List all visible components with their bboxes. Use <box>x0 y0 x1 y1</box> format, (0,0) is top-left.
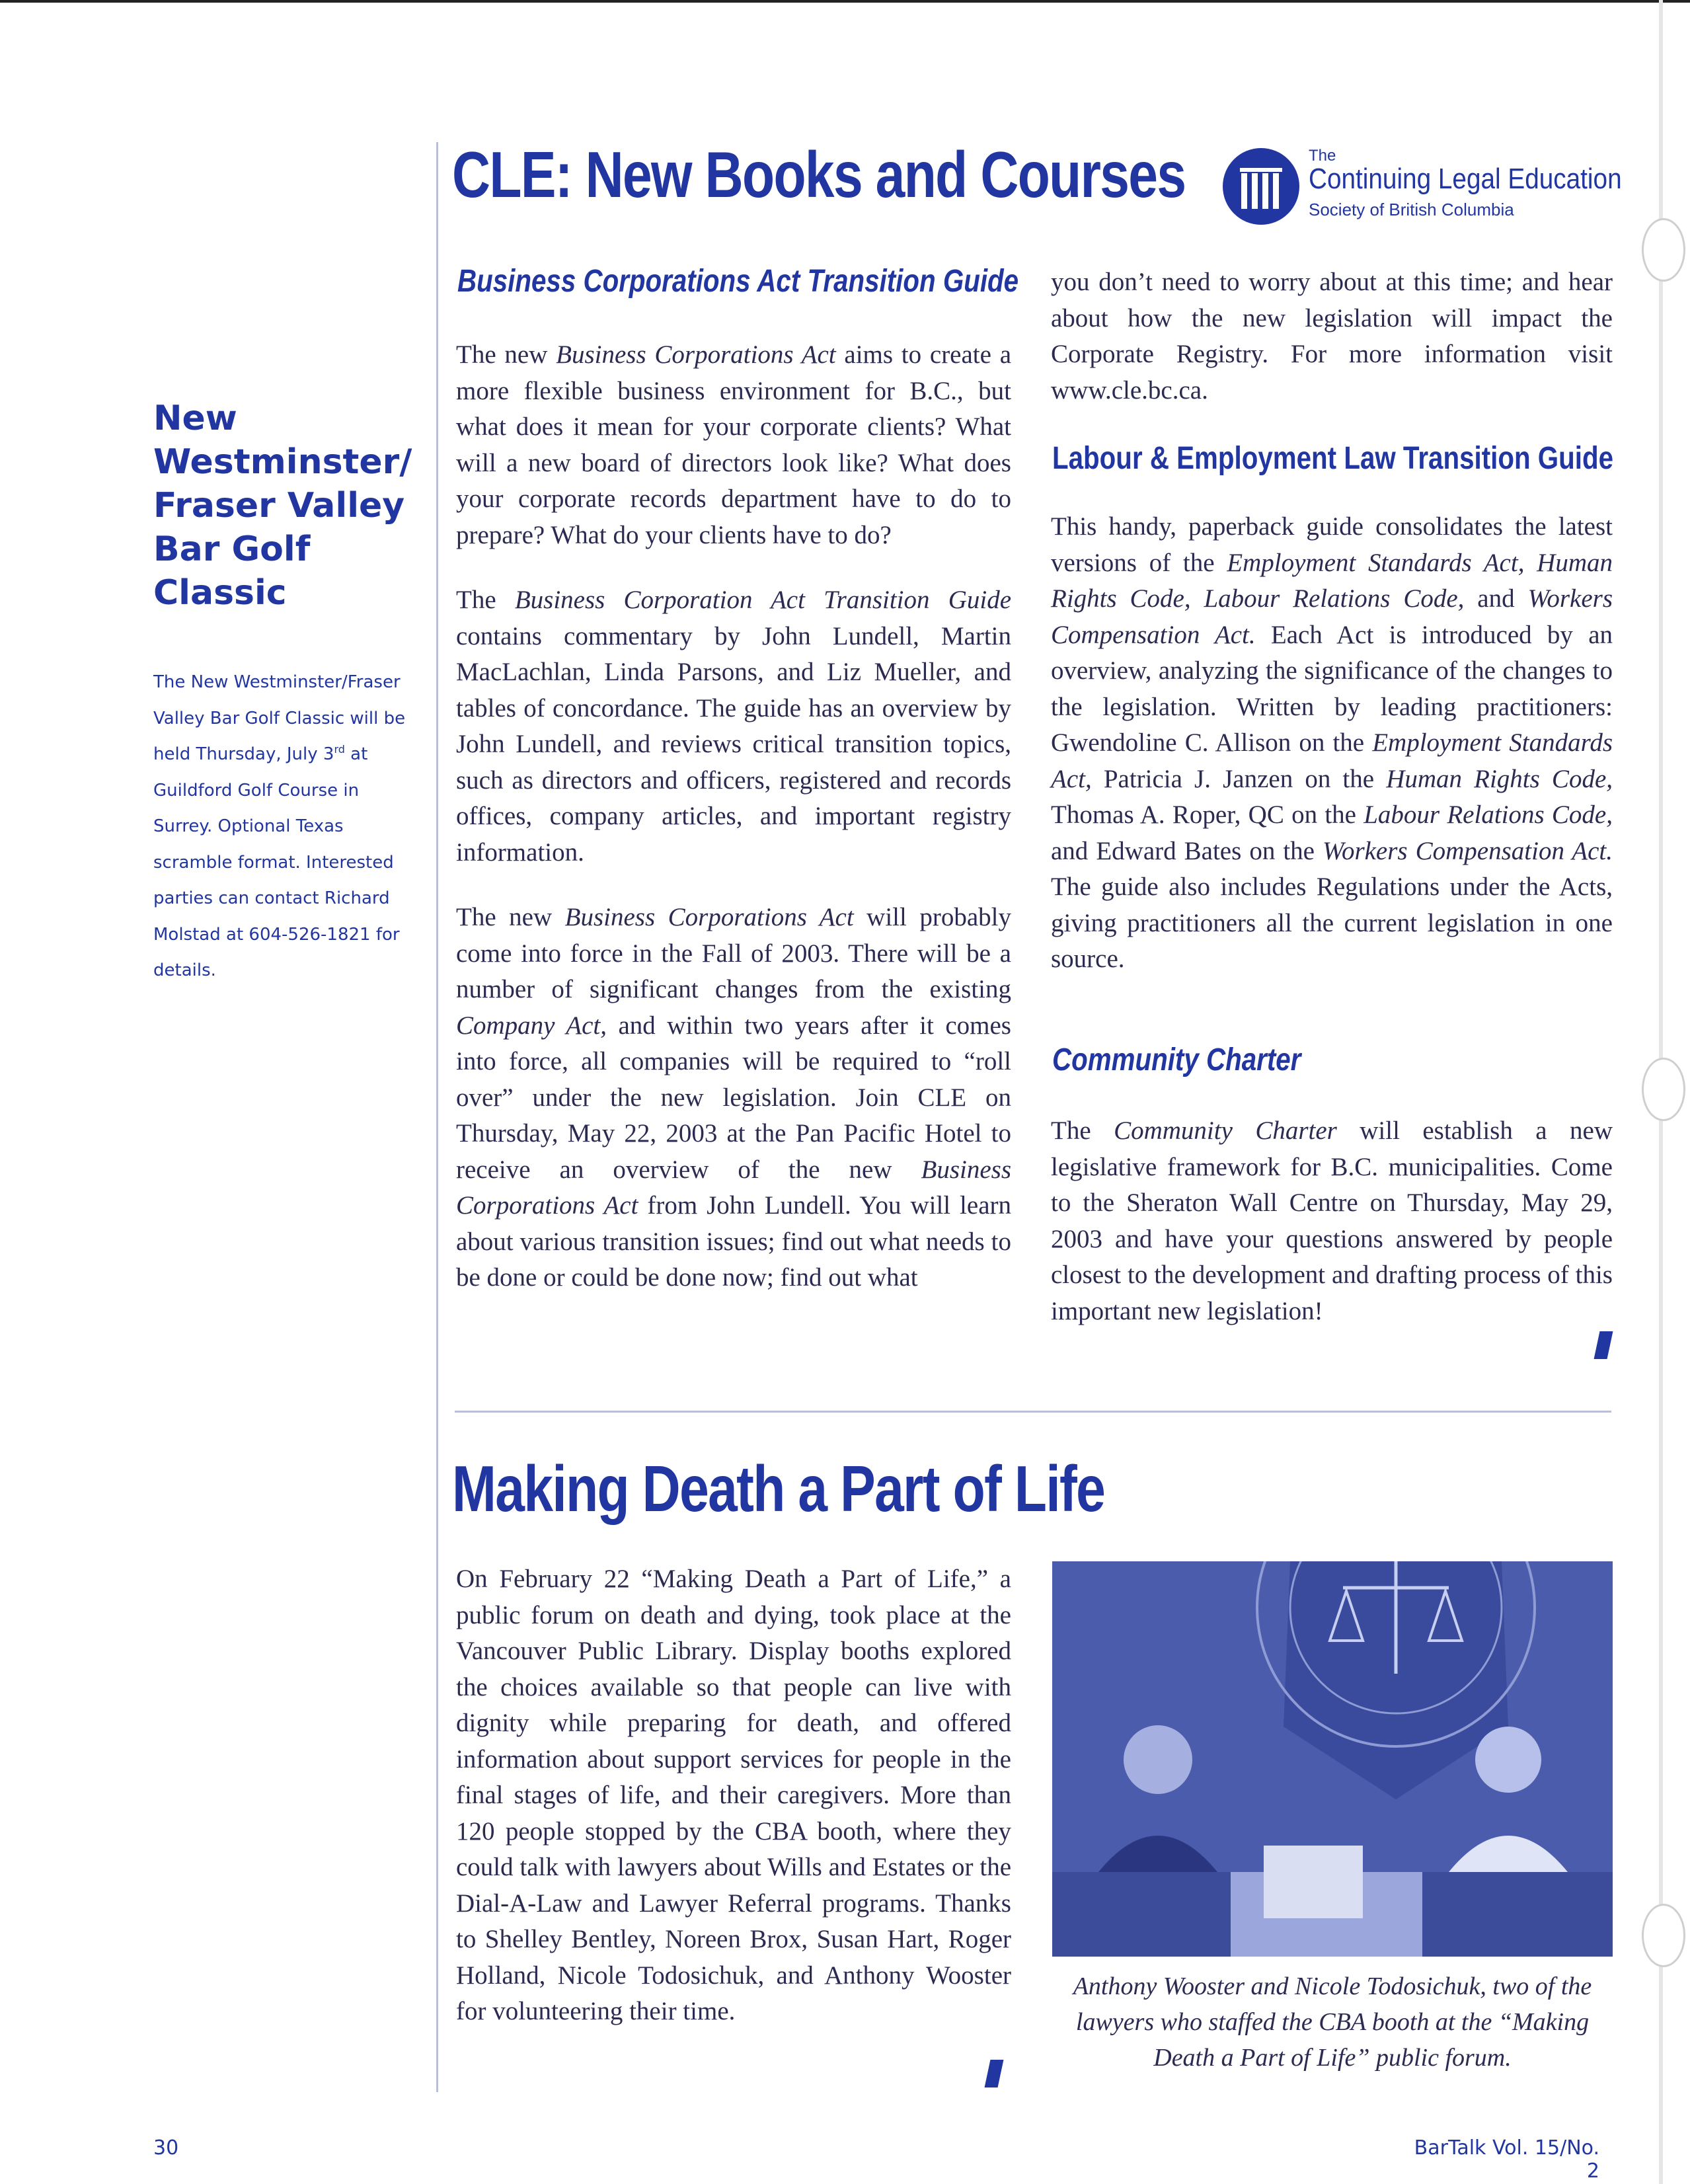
end-mark-icon <box>1594 1331 1613 1359</box>
sidebar-title: New Westminster/ Fraser Valley Bar Golf Classic <box>153 399 412 613</box>
logo-name: Continuing Legal Education <box>1309 163 1622 195</box>
charter-heading: Community Charter <box>1052 1042 1301 1077</box>
binder-hole <box>1642 1058 1685 1121</box>
sidebar-body: The New Westminster/Fraser Valley Bar Golf Classic will be held Thursday, July 3rd at Guildford Golf Course in Surrey. Optional Texas scramble format. Interested parties can contact Richard Molstad at 604-526-1821 for details. <box>153 672 406 980</box>
death-article: On February 22 “Making Death a Part of Life,” a public forum on death and dying, took place at the Vancouver Public Library. Display booths explored the choices available so that people can live with dignity while preparing for death, and offered information about support services for people in the final stages of life, and their caregivers. More than 120 people stopped by the CBA booth, where they could talk with lawyers about Wills and Estates or the Dial-A-Law and Lawyer Referral programs. Thanks to Shelley Bentley, Noreen Brox, Susan Hart, Roger Holland, Nicole Todosichuk, and Anthony Wooster for volunteering their time. <box>456 1565 1011 2025</box>
end-mark-icon <box>985 2060 1004 2087</box>
bca-paragraph-3: The new Business Corporations Act will probably come into force in the Fall of 2003. There will be a number of significant changes from the existing Company Act, and within two years after it comes into force, all companies will be required to “roll over” under the new legislation. Join CLE on Thursday, May 22, 2003 at the Pan Pacific Hotel to receive an overview of the new Business Corporations Act from John Lundell. You will learn about various transition issues; find out what needs to be done or could be done now; find out what <box>456 903 1012 1292</box>
logo-society: Society of British Columbia <box>1309 200 1514 219</box>
top-rule <box>0 0 1690 3</box>
bca-heading: Business Corporations Act Transition Guide <box>457 264 1019 299</box>
labour-heading: Labour & Employment Law Transition Guide <box>1052 441 1614 476</box>
binder-hole <box>1642 218 1685 282</box>
bca-paragraph-1: The new Business Corporations Act aims to create a more flexible business environment for B.C., but what does it mean for your corporate clients? What will a new board of directors look like? What does your corporate records department have to do to prepare? What do your clients have to do? <box>456 340 1012 549</box>
section-divider <box>455 1411 1611 1413</box>
death-headline: Making Death a Part of Life <box>452 1452 1105 1525</box>
pillars-icon <box>1223 148 1299 225</box>
publication-info: BarTalk Vol. 15/No. 2 <box>1414 2136 1599 2183</box>
photo-caption: Anthony Wooster and Nicole Todosichuk, two of the lawyers who staffed the CBA booth at the “Making Death a Part of Life” public forum. <box>1073 1972 1592 2072</box>
page-headline: CLE: New Books and Courses <box>452 138 1186 211</box>
cle-logo <box>1223 144 1622 230</box>
bca-article <box>456 337 1011 1296</box>
binder-hole <box>1642 1904 1685 1967</box>
column-divider <box>436 142 438 2092</box>
logo-the: The <box>1309 147 1336 165</box>
booth-photo <box>1052 1561 1613 1957</box>
bca-paragraph-2: The Business Corporation Act Transition Guide contains commentary by John Lundell, Martin MacLachlan, Linda Parsons, and Liz Mueller, and tables of concordance. The guide has an overview by John Lundell, and reviews critical transition topics, such as directors and officers, registered and records offices, company articles, and important registry information. <box>456 586 1011 867</box>
labour-article: This handy, paperback guide consolidates the latest versions of the Employment Standards Act, Human Rights Code, Labour Relations Code, and Workers Compensation Act. Each Act is introduced by an overview, analyzing the significance of the changes to the legislation. Written by leading practitioners: Gwendoline C. Allison on the Employment Standards Act, Patricia J. Janzen on the Human Rights Code, Thomas A. Roper, QC on the Labour Relations Code, and Edward Bates on the Workers Compensation Act. The guide also includes Regulations under the Acts, giving practitioners all the current legislation in one source. <box>1051 512 1613 973</box>
bca-continued: you don’t need to worry about at this time; and hear about how the new legislation will impact the Corporate Registry. For more information visit www.cle.bc.ca. <box>1051 268 1613 405</box>
page-number: 30 <box>153 2136 179 2160</box>
charter-article: The Community Charter will establish a new legislative framework for B.C. municipalities. Come to the Sheraton Wall Centre on Thursday, May 29, 2003 and have your questions answered by people closest to the development and drafting process of this important new legislation! <box>1051 1116 1613 1325</box>
photo-image <box>1052 1561 1613 1957</box>
